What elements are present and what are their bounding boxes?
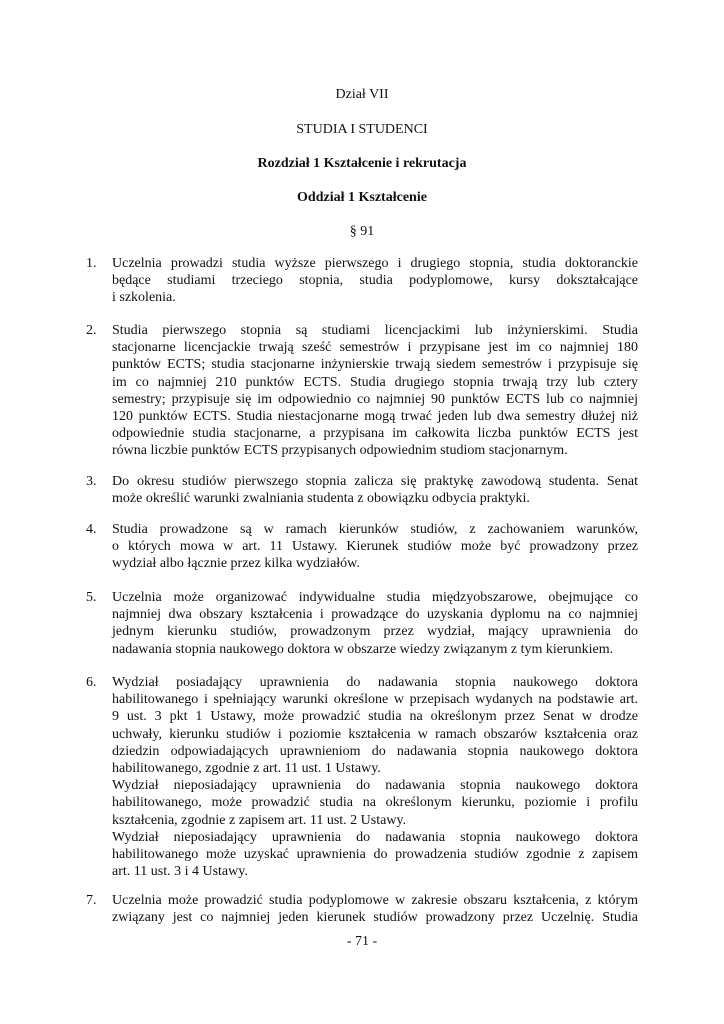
part-title: STUDIA I STUDENCI [296,122,428,137]
text-line: Uczelnia może prowadzić studia podyplomowe w zakresie obszaru kształcenia, z którym [112,893,638,908]
text-line: najmniej dwa obszary kształcenia i prowadzące do uzyskania dyplomu na co najmniej [112,607,638,623]
item-text [112,521,638,573]
text-line: Wydział nieposiadający uprawnienia do nadawania stopnia naukowego doktora [112,829,638,845]
text-line: Uczelnia prowadzi studia wyższe pierwszego i drugiego stopnia, studia doktoranckie [112,256,638,271]
item-number: 7. [86,893,97,908]
item-text [112,322,638,460]
text-line: jednym kierunku studiów, prowadzonym przez wydział, mający uprawnienia do [112,624,638,640]
text-line: i szkolenia. [112,290,176,306]
text-line: habilitowanego, zgodnie z art. 11 ust. 1 Ustawy. [112,761,381,777]
item-text [112,589,638,658]
text-line: stacjonarne licencjackie trwają sześć semestrów i przypisane jest im co najmniej 180 [112,340,638,356]
text-line: związany jest co najmniej jeden kierunek studiów prowadzony przez Uczelnię. Studia [112,910,638,926]
item-number: 5. [86,590,97,605]
list-item [86,255,638,307]
list-item [86,674,638,880]
page-number: - 71 - [346,934,378,949]
section-title: Dział VII [335,87,389,102]
item-number: 3. [86,474,97,489]
text-line: równa liczbie punktów ECTS przypisanych odpowiednim studiom stacjonarnym. [112,443,568,459]
item-number: 4. [86,522,97,537]
text-line: kształcenia, zgodnie z zapisem art. 11 ust. 2 Ustawy. [112,812,407,828]
item-text [112,892,638,926]
text-line: Wydział posiadający uprawnienia do nadawania stopnia naukowego doktora [112,675,638,690]
chapter-title: Rozdział 1 Kształcenie i rekrutacja [257,156,467,171]
list-item [86,521,638,573]
text-line: dziedzin odpowiadających uprawnieniom do nadawania stopnia naukowego doktora [112,743,638,759]
text-line: wydział albo łącznie przez kilka wydziałów. [112,556,360,572]
text-line: Studia pierwszego stopnia są studiami licencjackimi lub inżynierskimi. Studia [112,323,638,338]
list-item [86,322,638,460]
list-item [86,473,638,507]
text-line: art. 11 ust. 3 i 4 Ustawy. [112,864,248,880]
text-line: Uczelnia może organizować indywidualne studia międzyobszarowe, obejmujące co [112,590,638,605]
text-line: semestry; przypisuje się im odpowiednio co najmniej 90 punktów ECTS lub co najmniej [112,391,638,407]
subchapter-title: Oddział 1 Kształcenie [297,190,427,205]
list-item [86,589,638,658]
text-line: Studia prowadzone są w ramach kierunków studiów, z zachowaniem warunków, [112,522,638,537]
item-number: 6. [86,675,97,690]
text-line: będące studiami trzeciego stopnia, studia podyplomowe, kursy dokształcające [112,273,638,289]
list-item [86,892,638,926]
item-text [112,255,638,307]
item-text [112,473,638,507]
text-line: habilitowanego i spełniający warunki określone w przepisach wydanych na podstawie art. [112,692,638,708]
text-line: 120 punktów ECTS. Studia niestacjonarne mogą trwać jeden lub dwa semestry dłużej niż [112,409,638,425]
text-line: uchwały, kierunku studiów i poziomie kształcenia w ramach obszarów kształcenia oraz [112,726,638,742]
text-line: może określić warunki zwalniania studenta z obowiązku odbycia praktyki. [112,491,530,507]
item-text [112,674,638,880]
text-line: nadawania stopnia naukowego doktora w obszarze wiedzy związanym z tym kierunkiem. [112,641,614,657]
text-line: Wydział nieposiadający uprawnienia do nadawania stopnia naukowego doktora [112,778,638,794]
text-line: Do okresu studiów pierwszego stopnia zalicza się praktykę zawodową studenta. Senat [112,474,638,489]
text-line: habilitowanego, może prowadzić studia na określonym kierunku, poziomie i profilu [112,795,638,811]
text-line: o których mowa w art. 11 Ustawy. Kierunek studiów może być prowadzony przez [112,539,638,555]
item-number: 2. [86,323,97,338]
text-line: 9 ust. 3 pkt 1 Ustawy, może prowadzić studia na określonym przez Senat w drodze [112,709,638,725]
text-line: im co najmniej 210 punktów ECTS. Studia drugiego stopnia trwają trzy lub cztery [112,374,638,390]
item-number: 1. [86,256,97,271]
text-line: punktów ECTS; studia stacjonarne inżynierskie trwają siedem semestrów i przypisuje się [112,357,638,373]
text-line: odpowiednie studia stacjonarne, a przypisana im całkowita liczba punktów ECTS jest [112,426,638,442]
paragraph-symbol: § 91 [349,224,375,239]
text-line: habilitowanego może uzyskać uprawnienia do prowadzenia studiów zgodnie z zapisem [112,847,638,863]
